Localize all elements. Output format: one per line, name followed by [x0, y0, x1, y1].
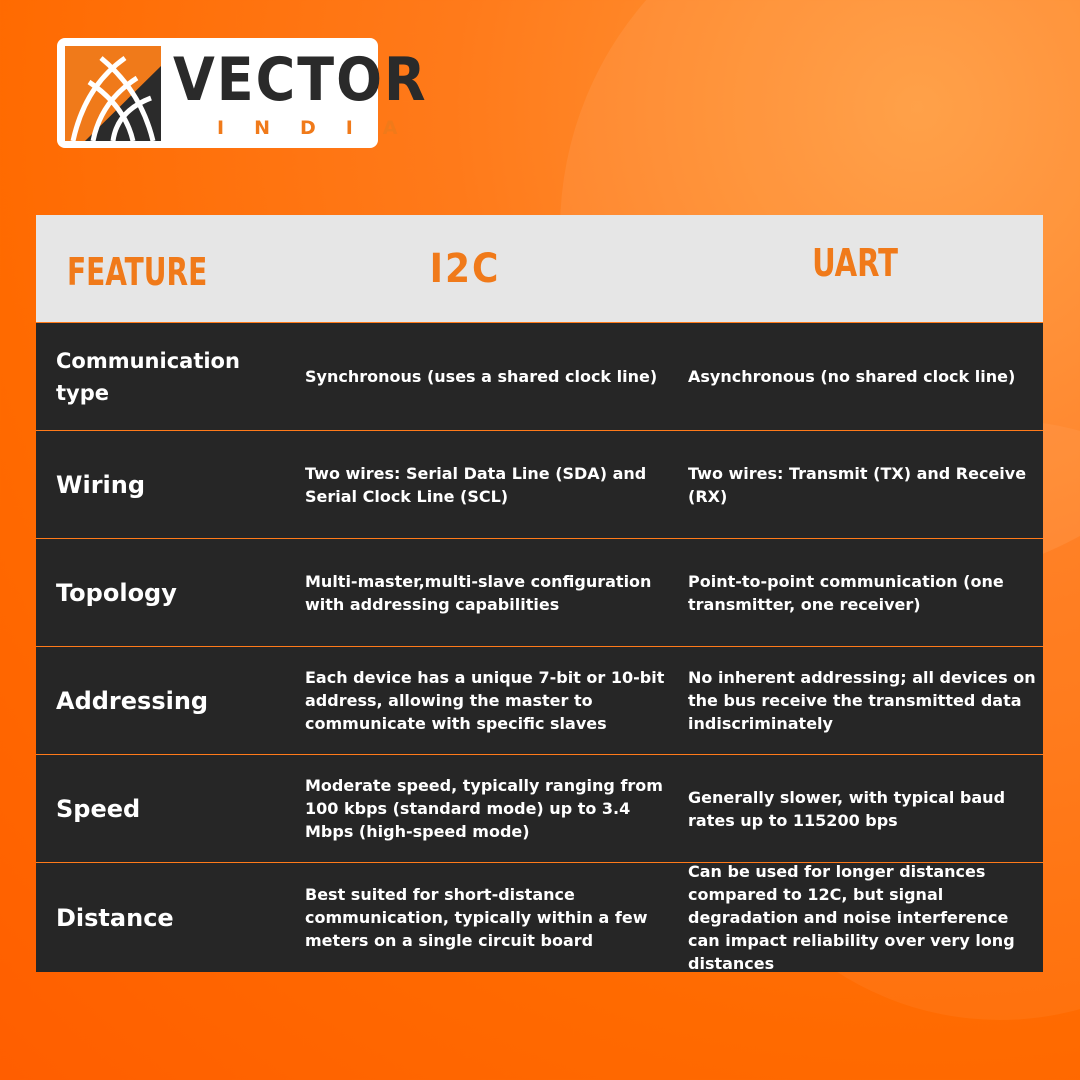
feature-cell: Communication type — [56, 348, 240, 405]
uart-cell: Can be used for longer distances compared to 12C, but signal degradation and noise interference can impact reliability over very long distances — [688, 862, 1015, 973]
uart-cell: Point-to-point communication (one transmitter, one receiver) — [688, 571, 1004, 614]
table-row — [36, 754, 1043, 862]
feature-cell: Distance — [56, 903, 174, 932]
header-uart: UART — [812, 240, 898, 285]
brand-title: VECTOR — [173, 45, 428, 115]
i2c-cell: Each device has a unique 7-bit or 10-bit address, allowing the master to communicate with specific slaves — [305, 668, 665, 733]
uart-cell: Generally slower, with typical baud rates up to 115200 bps — [688, 787, 1006, 830]
i2c-cell: Two wires: Serial Data Line (SDA) and Serial Clock Line (SCL) — [305, 463, 647, 506]
feature-cell: Topology — [56, 578, 177, 607]
table-row — [36, 430, 1043, 538]
uart-cell: Two wires: Transmit (TX) and Receive (RX) — [688, 463, 1027, 506]
comparison-table — [36, 215, 1043, 972]
table-row — [36, 322, 1043, 430]
feature-cell: Addressing — [56, 686, 209, 715]
header-feature: FEATURE — [67, 249, 208, 294]
brand-logo — [57, 38, 428, 148]
table-row — [36, 862, 1043, 972]
i2c-cell: Multi-master,multi-slave configuration with addressing capabilities — [305, 571, 652, 614]
feature-cell: Wiring — [56, 470, 146, 499]
i2c-cell: Moderate speed, typically ranging from 100 kbps (standard mode) up to 3.4 Mbps (high-speed mode) — [305, 776, 663, 841]
brand-subtitle: INDIA — [217, 117, 428, 139]
table-row — [36, 646, 1043, 754]
feature-cell: Speed — [56, 794, 141, 823]
vector-logo-icon — [65, 46, 161, 141]
table-header — [36, 215, 1043, 322]
uart-cell: No inherent addressing; all devices on the bus receive the transmitted data indiscriminately — [688, 668, 1036, 733]
uart-cell: Asynchronous (no shared clock line) — [688, 367, 1016, 386]
i2c-cell: Synchronous (uses a shared clock line) — [305, 367, 658, 386]
header-i2c: I2C — [429, 245, 501, 292]
i2c-cell: Best suited for short-distance communication, typically within a few meters on a single circuit board — [305, 885, 648, 950]
table-row — [36, 538, 1043, 646]
